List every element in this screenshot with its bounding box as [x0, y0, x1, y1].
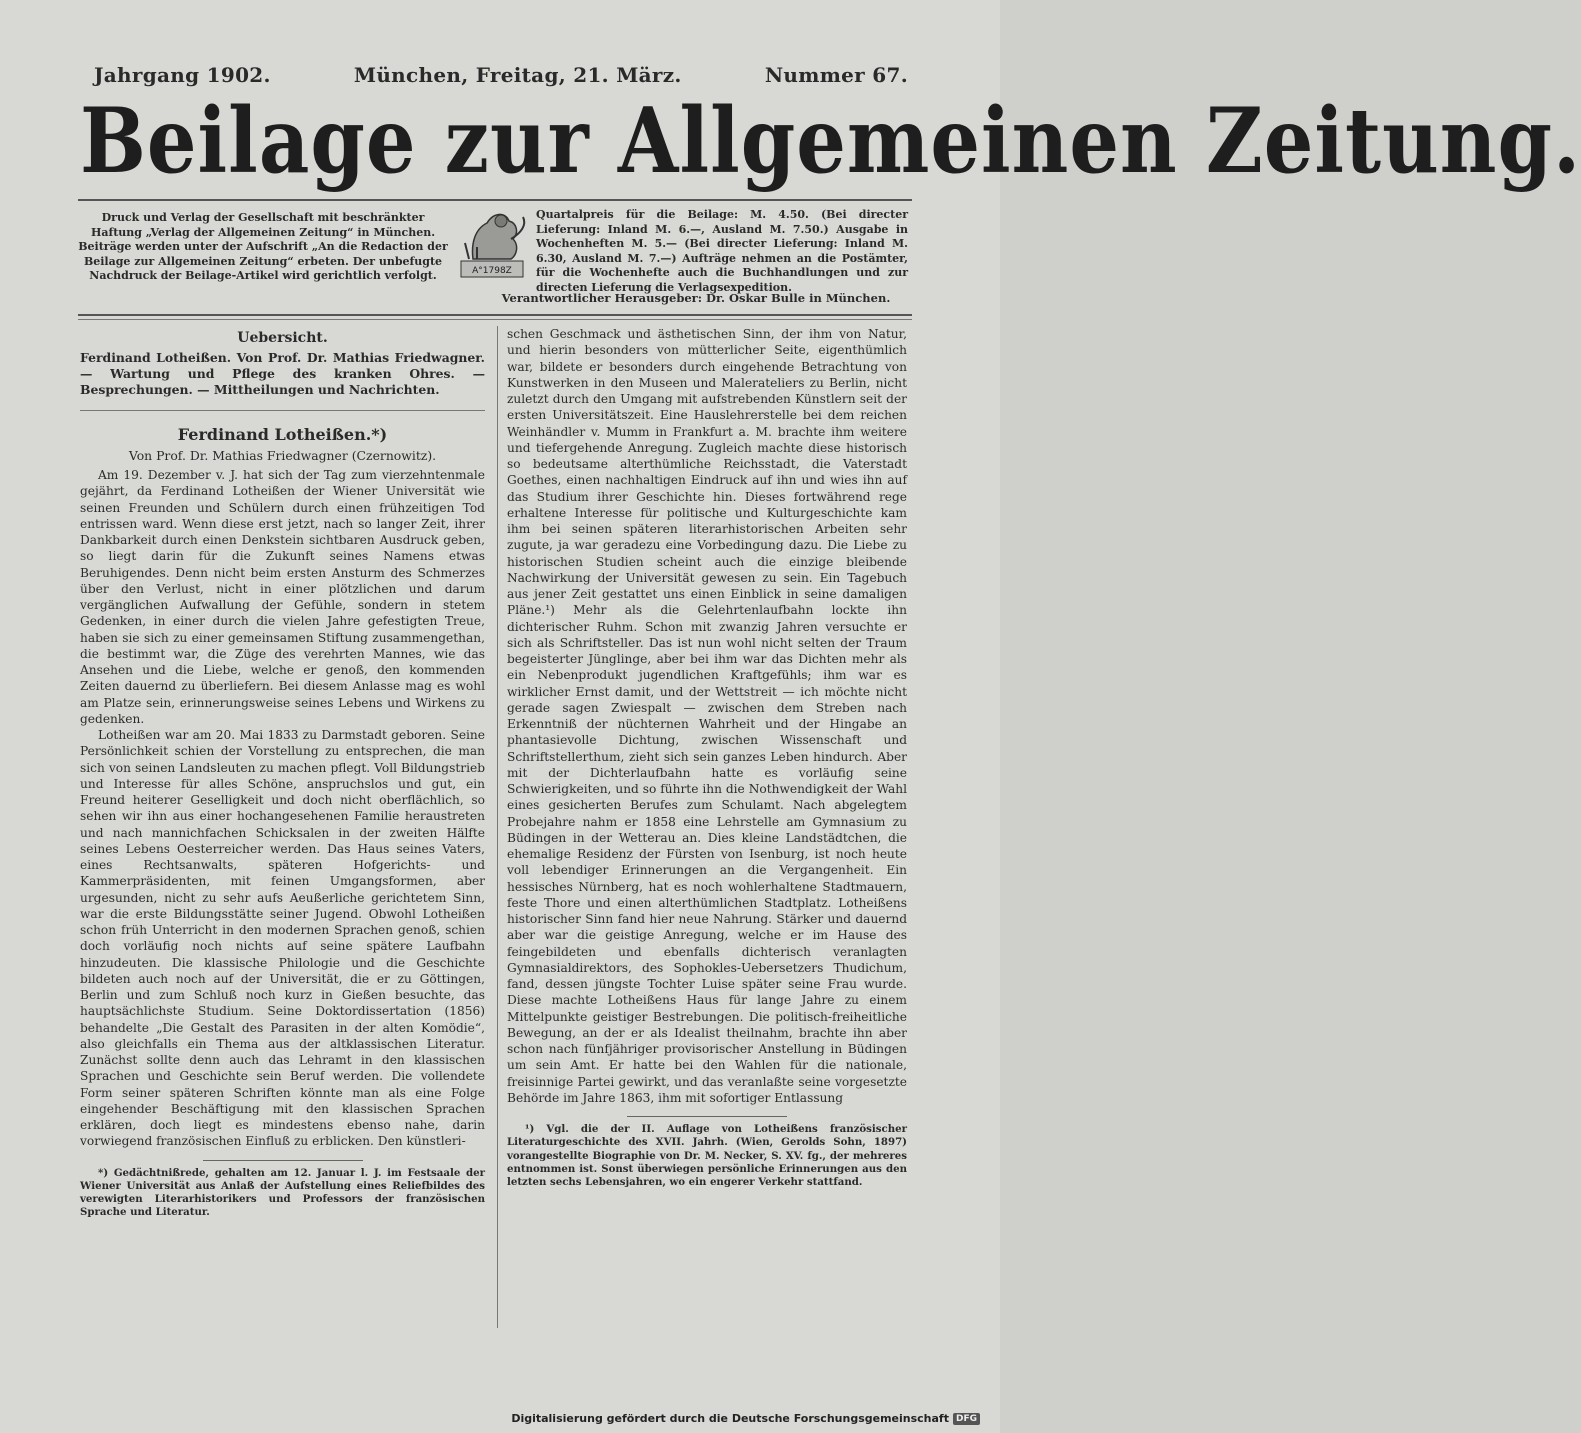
footnote-separator [627, 1116, 787, 1117]
credit-text: Digitalisierung gefördert durch die Deutsche Forschungsgemeinschaft [511, 1412, 949, 1425]
article-paragraph: Lotheißen war am 20. Mai 1833 zu Darmstadt geboren. Seine Persönlichkeit schien der Vorstellung zu entsprechen, die man sich von seinen Landsleuten zu machen pflegt. Voll Bildungstrieb und Interesse für alles Schöne, anspruchslos und gut, ein Freund heiterer Geselligkeit und doch nicht oberflächlich, so sehen wir ihn aus einer hochangesehenen Familie heraustreten und nach mannichfachen Schicksalen in der zweiten Hälfte seines Lebens Oesterreicher werden. Das Haus seines Vaters, eines Rechtsanwalts, späteren Hofgerichts- und Kammerpräsidenten, mit feinen Umgangsformen, aber urgesunden, nicht zu sehr aufs Aeußerliche gerichtetem Sinn, war die erste Bildungsstätte seiner Jugend. Obwohl Lotheißen schon früh Unterricht in den modernen Sprachen genoß, schien doch vorläufig noch nichts auf seine spätere Laufbahn hinzudeuten. Die klassische Philologie und die Geschichte bildeten auch noch auf der Universität, die er zu Göttingen, Berlin und zum Schluß noch kurz in Gießen besuchte, das hauptsächlichste Studium. Seine Doktordissertation (1856) behandelte „Die Gestalt des Parasiten in der alten Komödie“, also gleichfalls ein Thema aus der altklassischen Literatur. Zunächst sollte denn auch das Lehramt in den klassischen Sprachen und Geschichte sein Beruf werden. Die vollendete Form seiner späteren Schriften könnte man als eine Folge eingehender Beschäftigung mit den klassischen Sprachen erklären, doch liegt es mindestens ebenso nahe, darin vorwiegend französischen Einfluß zu erblicken. Den künstleri- [80, 728, 485, 1149]
toc-rule [80, 410, 485, 411]
toc-text: Ferdinand Lotheißen. Von Prof. Dr. Mathias Friedwagner. — Wartung und Pflege des kranken Ohres. — Besprechungen. — Mittheilungen und Nachrichten. [80, 350, 485, 397]
masthead-title: Beilage zur Allgemeinen Zeitung. [80, 89, 1581, 194]
header-bottom-rule-thin [78, 319, 912, 320]
right-column [507, 326, 907, 1189]
dfg-logo-icon: DFG [953, 1413, 980, 1425]
imprint-publisher: Druck und Verlag der Gesellschaft mit beschränkter Haftung „Verlag der Allgemeinen Zeitung“ in München. Beiträge werden unter der Aufschrift „An die Redaction der Beilage zur Allgemeinen Zeitung“ erbeten. Der unbefugte Nachdruck der Beilage-Artikel wird gerichtlich verfolgt. [78, 211, 448, 282]
column-divider [497, 326, 498, 1328]
lion-emblem-icon [453, 203, 531, 285]
digitization-credit [511, 1412, 980, 1425]
masthead-rule [78, 199, 912, 201]
header-bottom-rule [78, 314, 912, 316]
imprint-pricing: Quartalpreis für die Beilage: M. 4.50. (Bei directer Lieferung: Inland M. 6.—, Ausland M. 7.50.) Ausgabe in Wochenheften M. 5.— (Bei directer Lieferung: Inland M. 6.30, Ausland M. 7.—) Aufträge nehmen an die Postämter, für die Wochenhefte auch die Buchhandlungen und zur directen Lieferung die Verlagsexpedition. [536, 208, 908, 294]
article-title: Ferdinand Lotheißen.*) [177, 425, 388, 444]
toc-title: Uebersicht. [237, 330, 328, 346]
emblem-year: A°1798Z [472, 266, 512, 276]
article-paragraph: Am 19. Dezember v. J. hat sich der Tag zum vierzehntenmale gejährt, da Ferdinand Lotheißen der Wiener Universität wie seinen Freunden und Schülern durch einen frühzeitigen Tod entrissen ward. Wenn diese erst jetzt, nach so langer Zeit, ihrer Dankbarkeit durch einen Denkstein sichtbaren Ausdruck geben, so liegt darin für die Zukunft seines Namens etwas Beruhigendes. Denn nicht beim ersten Ansturm des Schmerzes über den Verlust, nicht in einer plötzlichen und darum vergänglichen Aufwallung der Gefühle, sondern in stetem Gedenken, in einer durch die vielen Jahre gefestigten Treue, haben sie sich zu einer gemeinsamen Stiftung zusammengethan, die bestimmt war, die Züge des verehrten Mannes, wie das Ansehen und die Liebe, welche er genoß, den kommenden Zeiten dauernd zu überliefern. Bei diesem Anlasse mag es wohl am Platze sein, erinnerungsweise seines Lebens und Wirkens zu gedenken. [80, 468, 485, 726]
editor-line: Verantwortlicher Herausgeber: Dr. Oskar Bulle in München. [501, 291, 891, 305]
footnote-right: ¹) Vgl. die der II. Auflage von Lotheißens französischer Literaturgeschichte des XVII. Jahrh. (Wien, Gerolds Sohn, 1897) vorangestellte Biographie von Dr. M. Necker, S. XV. fg., der mehreres entnommen ist. Sonst überwiegen persönliche Erinnerungen aus den letzten sechs Lebensjahren, wo ein engerer Verkehr stattfand. [507, 1123, 907, 1189]
article-byline: Von Prof. Dr. Mathias Friedwagner (Czernowitz). [128, 448, 437, 463]
footnote-left: *) Gedächtnißrede, gehalten am 12. Januar l. J. im Festsaale der Wiener Universität aus Anlaß der Aufstellung eines Reliefbildes des verewigten Literarhistorikers und Professors der französischen Sprache und Literatur. [80, 1166, 485, 1219]
issue-number-label: Nummer 67. [764, 63, 908, 87]
left-column [80, 330, 485, 1220]
year-label: Jahrgang 1902. [94, 63, 271, 87]
article-paragraph: schen Geschmack und ästhetischen Sinn, der ihm von Natur, und hierin besonders von mütterlicher Seite, eigenthümlich war, bildete er besonders durch eingehende Betrachtung von Kunstwerken in den Museen und Malerateliers zu Berlin, nicht zuletzt durch den Umgang mit aufstrebenden Künstlern seit der ersten Universitätszeit. Eine Hauslehrerstelle bei dem reichen Weinhändler v. Mumm in Frankfurt a. M. brachte ihm weitere und tiefergehende Anregung. Zugleich machte diese historisch so bedeutsame alterthümliche Reichsstadt, die Vaterstadt Goethes, einen nachhaltigen Eindruck auf ihn und wies ihn auf das Studium ihrer Geschichte hin. Dieses fortwährend rege erhaltene Interesse für politische und Kulturgeschichte kam ihm bei seinen späteren literarhistorischen Arbeiten sehr zugute, ja war geradezu eine Vorbedingung dazu. Die Liebe zu historischen Studien scheint auch die einzige bleibende Nachwirkung der Universität gewesen zu sein. Ein Tagebuch aus jener Zeit gestattet uns einen Einblick in seine damaligen Pläne.¹) Mehr als die Gelehrtenlaufbahn lockte ihn dichterischer Ruhm. Schon mit zwanzig Jahren versuchte er sich als Schriftsteller. Das ist nun wohl nicht selten der Traum begeisterter Jünglinge, aber bei ihm war das Dichten mehr als ein Nebenprodukt jugendlichen Kraftgefühls; ihm war es wirklicher Ernst damit, und der Wettstreit — ich möchte nicht gerade sagen Zwiespalt — zwischen dem Streben nach Erkenntniß der nüchternen Wahrheit und der Hingabe an phantasievolle Dichtung, zwischen Wissenschaft und Schriftstellerthum, zieht sich sein ganzes Leben hindurch. Aber mit der Dichterlaufbahn hatte es vorläufig seine Schwierigkeiten, und so führte ihn die Nothwendigkeit der Wahl eines gesicherten Berufes zum Schulamt. Nach abgelegtem Probejahre nahm er 1858 eine Lehrstelle am Gymnasium zu Büdingen in der Wetterau an. Dies kleine Landstädtchen, die ehemalige Residenz der Fürsten von Isenburg, ist noch heute voll lebendiger Erinnerungen an die Vergangenheit. Ein hessisches Nürnberg, hat es noch wohlerhaltene Stadtmauern, feste Thore und einen alterthümlichen Stadtplatz. Lotheißens historischer Sinn fand hier neue Nahrung. Stärker und dauernd aber war die geistige Anregung, welche er im Hause des feingebildeten und ebenfalls dichterisch veranlagten Gymnasialdirektors, des Sophokles-Uebersetzers Thudichum, fand, dessen jüngste Tochter Luise später seine Frau wurde. Diese machte Lotheißens Haus für lange Jahre zu einem Mittelpunkte geistiger Bestrebungen. Die politisch-freiheitliche Bewegung, an der er als Idealist theilnahm, brachte ihn aber schon nach fünfjähriger provisorischer Anstellung in Büdingen um sein Amt. Er hatte bei den Wahlen für die nationale, freisinnige Partei gewirkt, und das veranlaßte seine vorgesetzte Behörde im Jahre 1863, ihm mit sofortiger Entlassung [507, 327, 907, 1105]
footnote-separator [203, 1160, 363, 1161]
place-date-label: München, Freitag, 21. März. [353, 63, 682, 87]
